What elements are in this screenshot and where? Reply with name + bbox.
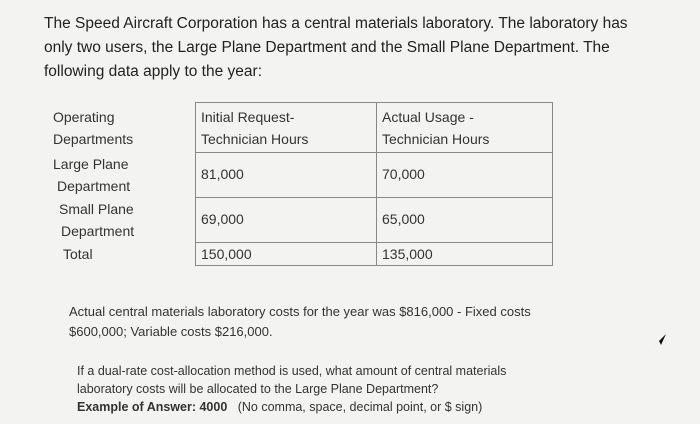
table-header-row (50, 103, 553, 153)
row-label-total: Total (63, 245, 93, 262)
row-label-large-plane: Large Plane Department (53, 155, 131, 194)
question-paragraph (77, 362, 597, 416)
costs-paragraph (69, 302, 589, 342)
intro-paragraph (44, 12, 644, 84)
header-actual-usage: Actual Usage - Technician Hours (377, 103, 553, 153)
example-note: (No comma, space, decimal point, or $ sign) (237, 400, 483, 414)
cell-total-actual: 135,000 (377, 243, 553, 266)
intro-line-3: following data apply to the year: (44, 63, 262, 80)
intro-line-1: The Speed Aircraft Corporation has a central materials laboratory. The laboratory has (44, 15, 628, 32)
question-line-2: laboratory costs will be allocated to the Large Plane Department? (77, 382, 439, 396)
table-row-total (50, 243, 553, 266)
cell-small-initial: 69,000 (196, 198, 377, 243)
cell-large-initial: 81,000 (196, 153, 377, 198)
cell-total-initial: 150,000 (196, 243, 377, 266)
table-row (50, 198, 553, 243)
cell-small-actual: 65,000 (377, 198, 553, 243)
question-line-1: If a dual-rate cost-allocation method is used, what amount of central materials (77, 364, 507, 378)
example-line (77, 398, 597, 416)
intro-line-2: only two users, the Large Plane Department and the Small Plane Department. The (44, 39, 610, 56)
header-initial-request: Initial Request- Technician Hours (196, 103, 377, 153)
header-operating-departments: Operating Departments (53, 108, 134, 147)
costs-line-1: Actual central materials laboratory costs for the year was $816,000 - Fixed costs (69, 304, 531, 319)
cell-large-actual: 70,000 (377, 153, 553, 198)
costs-line-2: $600,000; Variable costs $216,000. (69, 324, 273, 339)
mouse-pointer-icon (653, 333, 667, 347)
example-label: Example of Answer: 4000 (77, 400, 228, 414)
row-label-small-plane: Small Plane Department (59, 200, 135, 239)
technician-hours-table (50, 102, 553, 266)
table-row (50, 153, 553, 198)
